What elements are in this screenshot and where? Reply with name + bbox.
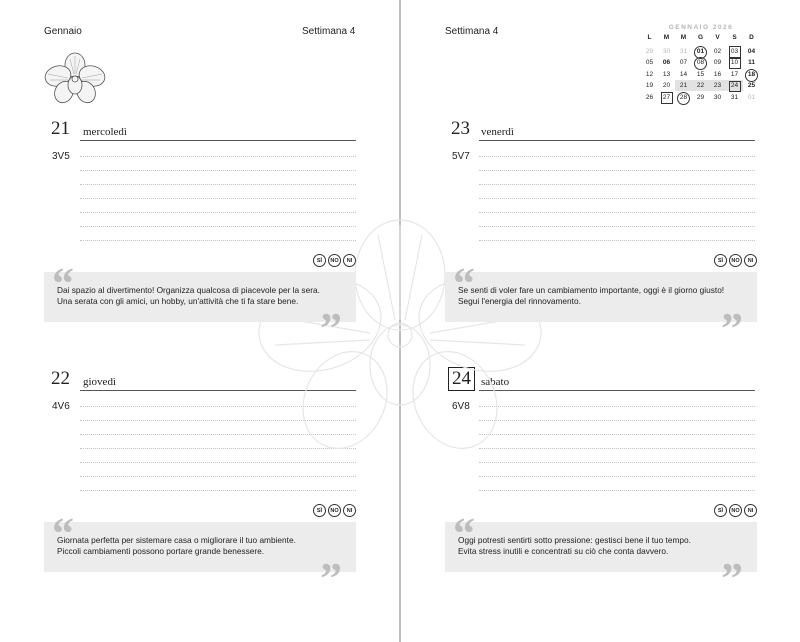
calendar-day: 31 (730, 93, 739, 101)
yes-circle[interactable]: SÌ (313, 504, 326, 517)
no-circle[interactable]: NO (328, 254, 341, 267)
calendar-day: 21 (675, 80, 692, 91)
quote-text: Dai spazio al divertimento! Organizza qualcosa di piacevole per la sera. Una serata con gli amici, un hobby, un'attività che ti fa stare bene. (57, 285, 320, 306)
quote-open-icon: “ (52, 259, 74, 308)
day-name: mercoledì (83, 126, 127, 138)
calendar-day: 22 (692, 80, 709, 91)
calendar-day: 01 (747, 93, 756, 101)
calendar-day: 09 (713, 59, 722, 66)
month-label: Gennaio (44, 26, 82, 37)
calendar-day: 17 (730, 70, 739, 78)
calendar-day: 29 (645, 47, 654, 55)
day-code: 6V8 (452, 401, 470, 412)
calendar-day: 16 (713, 70, 722, 78)
no-circle[interactable]: NO (729, 504, 742, 517)
quote-open-icon: “ (453, 259, 475, 308)
calendar-day: 20 (662, 82, 671, 89)
orchid-watermark-icon (250, 215, 550, 455)
calendar-day: 07 (679, 59, 688, 66)
calendar-week-row (641, 69, 761, 81)
no-circle[interactable]: NO (729, 254, 742, 267)
day-number-today: 24 (448, 367, 475, 391)
calendar-day: 11 (748, 59, 755, 66)
calendar-day: 04 (747, 47, 756, 55)
calendar-day: 27 (658, 92, 675, 103)
quote-open-icon: “ (52, 509, 74, 558)
yes-circle[interactable]: SÌ (714, 254, 727, 267)
calendar-title: GENNAIO 2026 (668, 24, 734, 31)
maybe-circle[interactable]: NI (343, 504, 356, 517)
maybe-circle[interactable]: NI (744, 254, 757, 267)
calendar-day: 25 (747, 82, 756, 89)
mini-calendar (641, 24, 761, 103)
calendar-weekdays: L M M G V S D (647, 34, 754, 41)
calendar-day: 08 (692, 57, 709, 68)
yes-circle[interactable]: SÌ (313, 254, 326, 267)
calendar-day: 10 (726, 57, 743, 68)
calendar-day: 01 (692, 46, 709, 57)
yes-no-maybe[interactable] (313, 504, 356, 517)
calendar-day: 03 (726, 46, 743, 57)
day-name: sabato (481, 376, 510, 388)
day-name: giovedì (83, 376, 116, 388)
week-label-left: Settimana 4 (302, 26, 356, 37)
calendar-week-row (641, 92, 761, 104)
quote-box (44, 272, 356, 322)
calendar-week-row-current (641, 80, 761, 92)
quote-text: Se senti di voler fare un cambiamento importante, oggi è il giorno giusto! Segui l'energia del rinnovamento. (458, 285, 725, 306)
right-page (401, 0, 800, 642)
maybe-circle[interactable]: NI (343, 254, 356, 267)
yes-no-maybe[interactable] (714, 254, 757, 267)
calendar-week-row (641, 46, 761, 58)
day-name: venerdì (481, 126, 514, 138)
calendar-day: 31 (679, 47, 688, 55)
quote-text: Oggi potresti sentirti sotto pressione: gestisci bene il tuo tempo. Evita stress inutili e concentrati su ciò che conta davvero. (458, 535, 691, 556)
calendar-day: 13 (662, 70, 671, 78)
day-number: 23 (451, 118, 470, 139)
calendar-day: 23 (709, 80, 726, 91)
calendar-day: 06 (662, 59, 671, 66)
quote-box (44, 522, 356, 572)
calendar-day: 15 (696, 70, 705, 78)
day-code: 3V5 (52, 151, 70, 162)
yes-no-maybe[interactable] (714, 504, 757, 517)
quote-close-icon: ” (320, 554, 342, 603)
maybe-circle[interactable]: NI (744, 504, 757, 517)
calendar-day: 14 (679, 70, 688, 78)
calendar-day: 05 (645, 59, 654, 66)
quote-close-icon: ” (320, 304, 342, 353)
orchid-icon (44, 52, 106, 106)
calendar-day: 30 (662, 47, 671, 55)
calendar-day: 02 (713, 47, 722, 55)
left-page (0, 0, 399, 642)
quote-open-icon: “ (453, 509, 475, 558)
calendar-day: 24 (726, 80, 743, 91)
calendar-day: 26 (645, 93, 654, 101)
calendar-day: 19 (645, 82, 654, 89)
calendar-day: 12 (645, 70, 654, 78)
quote-box (445, 272, 757, 322)
quote-close-icon: ” (721, 304, 743, 353)
day-code: 5V7 (452, 151, 470, 162)
quote-close-icon: ” (721, 554, 743, 603)
day-rule (479, 140, 755, 141)
yes-circle[interactable]: SÌ (714, 504, 727, 517)
calendar-day: 28 (675, 92, 692, 103)
quote-text: Giornata perfetta per sistemare casa o migliorare il tuo ambiente. Piccoli cambiamenti possono portare grande benessere. (57, 535, 296, 556)
calendar-day: 30 (713, 93, 722, 101)
calendar-day: 29 (696, 93, 705, 101)
day-code: 4V6 (52, 401, 70, 412)
calendar-week-row (641, 57, 761, 69)
day-number: 22 (51, 368, 70, 389)
day-rule (80, 140, 356, 141)
week-label-right: Settimana 4 (445, 26, 499, 37)
calendar-day: 18 (743, 69, 760, 80)
day-number: 21 (51, 118, 70, 139)
no-circle[interactable]: NO (328, 504, 341, 517)
quote-box (445, 522, 757, 572)
